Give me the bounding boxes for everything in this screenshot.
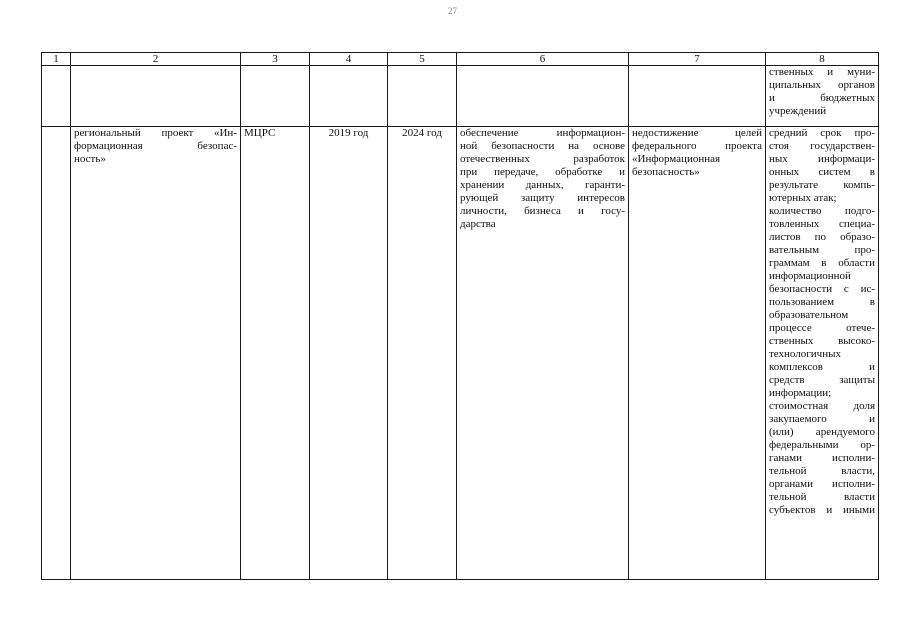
cont-cell-1 [42,66,71,127]
cont-cell-2 [71,66,241,127]
row-cell-6 [457,127,629,580]
row-cell-1 [42,127,71,580]
cell-line: ственных и муни- [769,66,875,78]
cell-line: федеральными ор- [769,439,875,451]
table-row [42,127,879,580]
cell-line: стоя государствен- [769,140,875,152]
row-cell-4: 2019 год [310,127,388,580]
header-row [42,53,879,66]
cell-line: субъектов и иными [769,504,875,516]
cell-line: вательным про- [769,244,875,256]
cell-line: стоимостная доля [769,400,875,412]
row-cell-3: МЦРС [241,127,310,580]
cell-line: личности, бизнеса и госу- [460,205,625,217]
column-header-2: 2 [71,53,241,66]
cell-line: ной безопасности на основе [460,140,625,152]
cell-line: процессе отече- [769,322,875,334]
column-header-8: 8 [766,53,879,66]
cell-line: органами исполни- [769,478,875,490]
cell-line: средств защиты [769,374,875,386]
cell-line: пользованием в [769,296,875,308]
continuation-row [42,66,879,127]
cell-line: образовательном [769,309,849,321]
cell-line: ципальных органов [769,79,875,91]
cell-line: количество подго- [769,205,875,217]
cell-line: информационной [769,270,851,282]
cell-line: «Информационная [632,153,721,165]
cell-line: учреждений [769,105,827,117]
cont-cell-7 [629,66,766,127]
cell-line: федерального проекта [632,140,762,152]
cell-line: ственных высоко- [769,335,875,347]
row-cell-8 [766,127,879,580]
cell-line: ганами исполни- [769,452,875,464]
cell-line: ных информаци- [769,153,875,165]
cell-line: закупаемого и [769,413,875,425]
cell-line: дарства [460,218,496,230]
cell-line: (или) арендуемого [769,426,875,438]
column-header-5: 5 [388,53,457,66]
column-header-1: 1 [42,53,71,66]
cell-line: безопасности с ис- [769,283,875,295]
cell-line: отечественных разработок [460,153,625,165]
cell-line: результате компь- [769,179,875,191]
cont-cell-3 [241,66,310,127]
cell-line: ютерных атак; [769,192,837,204]
cont-cell-8 [766,66,879,127]
cell-line: товленных специа- [769,218,875,230]
cell-line: при передаче, обработке и [460,166,625,178]
cell-line: средний срок про- [769,127,875,139]
cell-line: хранении данных, гаранти- [460,179,625,191]
cont-cell-4 [310,66,388,127]
cell-line: листов по образо- [769,231,875,243]
document-table [41,52,879,580]
column-header-3: 3 [241,53,310,66]
row-cell-2 [71,127,241,580]
cell-line: рующей защиту интересов [460,192,625,204]
cell-line: технологичных [769,348,841,360]
cont-cell-6 [457,66,629,127]
column-header-7: 7 [629,53,766,66]
cell-line: онных систем в [769,166,875,178]
column-header-6: 6 [457,53,629,66]
cell-line: граммам в области [769,257,875,269]
cell-line: информации; [769,387,832,399]
cell-line: и бюджетных [769,92,875,104]
cell-line: региональный проект «Ин- [74,127,237,139]
cell-line: обеспечение информацион- [460,127,625,139]
cell-line: тельной власти, [769,465,875,477]
row-cell-7 [629,127,766,580]
column-header-4: 4 [310,53,388,66]
cell-line: ность» [74,153,106,165]
cell-line: формационная безопас- [74,140,237,152]
cell-line: безопасность» [632,166,700,178]
cont-cell-5 [388,66,457,127]
cell-line: комплексов и [769,361,875,373]
cell-line: недостижение целей [632,127,762,139]
row-cell-5: 2024 год [388,127,457,580]
page-number: 27 [448,6,457,16]
cell-line: тельной власти [769,491,875,503]
